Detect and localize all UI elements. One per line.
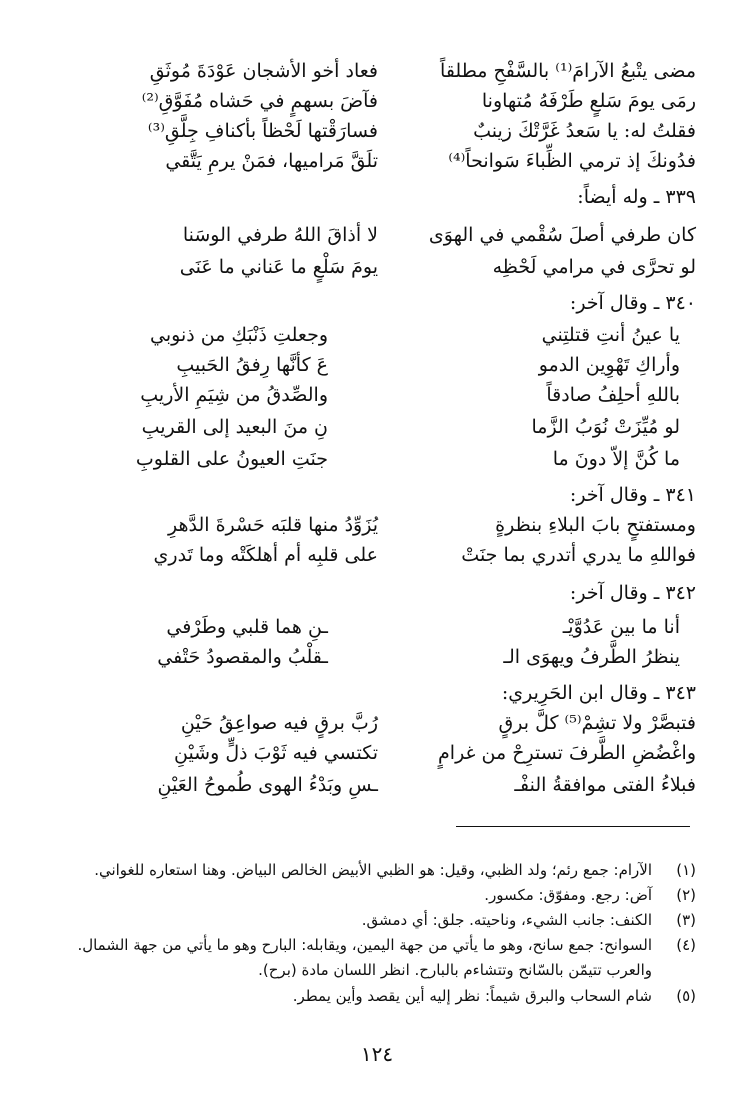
verse-first-hemistich: فبلاءُ الفتى موافقةُ النفْـ xyxy=(514,774,696,796)
section-heading: ٣٤٢ ـ وقال آخر: xyxy=(569,582,696,604)
verse-second-hemistich: جنَتِ العيونُ على القلوبِ xyxy=(135,448,328,470)
verse-line xyxy=(58,542,696,568)
verse-second-hemistich: على قلبِه أم أهلكَتْه وما تَدري xyxy=(153,544,378,566)
verse-second-hemistich: والصِّدقُ من شِيَمِ الأريبِ xyxy=(140,384,328,406)
verse-second-hemistich: فسارَقْتها لَحْظاً بأكنافِ جِلَّقِ⁽³⁾ xyxy=(147,120,378,142)
verse-first-hemistich: ومستفتحٍ بابَ البلاءِ بنظرةٍ xyxy=(495,514,696,536)
footnote xyxy=(58,935,696,956)
footnote-divider xyxy=(456,826,690,827)
footnote-text: آض: رجع. ومفوّق: مكسور. xyxy=(484,886,652,904)
verse-line xyxy=(58,322,696,348)
verse-line xyxy=(58,772,696,798)
verse-line xyxy=(58,58,696,84)
footnote-text: والعرب تتيمّن بالسّانح وتتشاءم بالبارح. انظر اللسان مادة (برح). xyxy=(258,961,652,979)
verse-second-hemistich: ـسِ وبَدْءُ الهوى طُموحُ العَيْنِ xyxy=(157,774,378,796)
verse-second-hemistich: ـقلْبُ والمقصودُ حَتْفي xyxy=(157,646,328,668)
verse-second-hemistich: رُبَّ برقٍ فيه صواعِقُ حَيْنِ xyxy=(180,712,378,734)
verse-line xyxy=(58,254,696,280)
verse-first-hemistich: رمَى يومَ سَلعٍ طَرْفَهُ مُتهاونا xyxy=(481,90,696,112)
footnote-continuation xyxy=(58,960,696,981)
section-heading: ٣٤١ ـ وقال آخر: xyxy=(569,484,696,506)
verse-line xyxy=(58,118,696,144)
section-heading: ٣٤٣ ـ وقال ابن الحَرِيري: xyxy=(501,682,696,704)
verse-second-hemistich: نِ منَ البعيد إلى القريبِ xyxy=(141,416,328,438)
footnote-number: (٢) xyxy=(676,886,696,904)
verse-second-hemistich: وجعلتِ ذَنْبَكِ من ذنوبي xyxy=(150,324,328,346)
footnote-number: (٤) xyxy=(676,936,696,954)
verse-line xyxy=(58,512,696,538)
verse-line xyxy=(58,352,696,378)
verse-second-hemistich: لا أذاقَ اللهُ طرفي الوسَنا xyxy=(182,224,378,246)
verse-line xyxy=(58,710,696,736)
verse-second-hemistich: يُزَوِّدُ منها قلبَه حَسْرةَ الدَّهرِ xyxy=(168,514,378,536)
section-heading: ٣٣٩ ـ وله أيضاً: xyxy=(577,186,696,208)
footnote-number: (١) xyxy=(676,861,696,879)
verse-first-hemistich: يا عينُ أنتِ قتلتِني xyxy=(541,324,680,346)
verse-first-hemistich: أنا ما بين عَدُوَّيْـ xyxy=(562,616,680,638)
verse-line xyxy=(58,88,696,114)
verse-first-hemistich: واغْضُضِ الطَّرفَ تسترِحْ من غرامٍ xyxy=(438,742,696,764)
verse-first-hemistich: لو تحرَّى في مرامي لَحْظِه xyxy=(492,256,696,278)
verse-first-hemistich: فدُونكَ إذ ترمي الظِّباءَ سَوانحاً⁽⁴⁾ xyxy=(448,150,696,172)
footnote xyxy=(58,910,696,931)
verse-first-hemistich: باللهِ أحلِفُ صادقاً xyxy=(546,384,680,406)
verse-line xyxy=(58,614,696,640)
verse-second-hemistich: تكتسي فيه ثَوْبَ ذلٍّ وشَيْنِ xyxy=(173,742,378,764)
verse-first-hemistich: ما كُنَّ إلاّ دونَ ما xyxy=(552,448,680,470)
verse-second-hemistich: تلَقَّ مَراميها، فمَنْ يرمِ يَتَّقي xyxy=(165,150,378,172)
verse-line xyxy=(58,382,696,408)
verse-first-hemistich: ينظرُ الطَّرفُ ويهوَى الـ xyxy=(503,646,680,668)
verse-second-hemistich: ـنِ هما قلبي وطَرْفي xyxy=(166,616,328,638)
verse-first-hemistich: فقلتُ له: يا سَعدُ غَرَّتْكَ زينبٌ xyxy=(473,120,696,142)
verse-second-hemistich: فآضَ بسهمٍ في حَشاه مُفَوَّقِ⁽²⁾ xyxy=(141,90,378,112)
footnote-text: شام السحاب والبرق شيماً: نظر إليه أين يقصد وأين يمطر. xyxy=(292,987,652,1005)
footnote xyxy=(58,885,696,906)
footnote-number: (٣) xyxy=(676,911,696,929)
footnote-text: الكنف: جانب الشيء، وناحيته. جلق: أي دمشق. xyxy=(361,911,652,929)
verse-second-hemistich: يومَ سَلْعٍ ما عَناني ما عَنَى xyxy=(179,256,378,278)
verse-line xyxy=(58,644,696,670)
verse-line xyxy=(58,414,696,440)
verse-line xyxy=(58,222,696,248)
verse-first-hemistich: كان طرفي أصلَ سُقْمي في الهوَى xyxy=(428,224,696,246)
verse-line xyxy=(58,740,696,766)
verse-line xyxy=(58,148,696,174)
footnote xyxy=(58,986,696,1007)
section-heading: ٣٤٠ ـ وقال آخر: xyxy=(569,292,696,314)
verse-first-hemistich: مضى يتْبعُ الآرامَ⁽¹⁾ بالسَّفْحِ مطلقاً xyxy=(440,60,696,82)
verse-second-hemistich: فعاد أخو الأشجان عَوْدَةَ مُوثَقِ xyxy=(149,60,378,82)
page-number: ١٢٤ xyxy=(360,1042,394,1066)
verse-first-hemistich: وأراكِ تَهْوِين الدمو xyxy=(538,354,680,376)
verse-first-hemistich: فواللهِ ما يدري أتدري بما جنَتْ xyxy=(461,544,696,566)
verse-second-hemistich: عَ كأنَّها رِفقُ الحَبيبِ xyxy=(176,354,328,376)
verse-line xyxy=(58,446,696,472)
footnote-number: (٥) xyxy=(676,987,696,1005)
footnote-number xyxy=(652,960,696,981)
footnote-text: السوانح: جمع سانح، وهو ما يأتي من جهة اليمين، ويقابله: البارح وهو ما يأتي من جهة الشمال. xyxy=(77,936,652,954)
footnote xyxy=(58,860,696,881)
verse-first-hemistich: لو مُيِّزَتْ نُوَبُ الزَّما xyxy=(531,416,680,438)
footnote-text: الآرام: جمع رئم؛ ولد الظبي، وقيل: هو الظبي الأبيض الخالص البياض. وهنا استعاره للغواني. xyxy=(94,861,652,879)
verse-first-hemistich: فتبصَّرْ ولا تشِمْ⁽⁵⁾ كلَّ برقٍ xyxy=(498,712,696,734)
